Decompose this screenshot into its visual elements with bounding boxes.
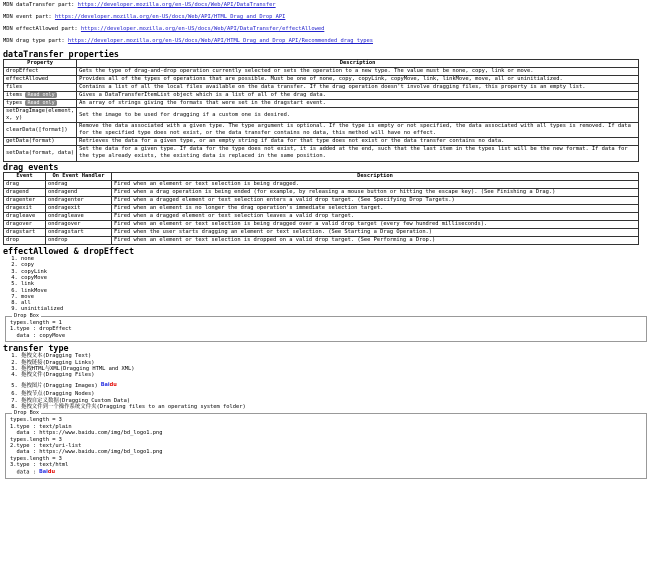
drop-line-text: types.length = 3 <box>10 417 62 424</box>
property-cell <box>4 123 77 138</box>
mdn-link-line <box>3 14 647 21</box>
handler-cell: ondrop <box>46 236 112 244</box>
mdn-dragtype-link[interactable]: https://developer.mozilla.org/en-US/docs/Web/API/HTML_Drag_and_Drop_API/Recommended_drag_types <box>67 38 373 45</box>
property-cell <box>4 100 77 108</box>
transfer-heading: transfer type <box>3 343 69 353</box>
handler-cell: ondragend <box>46 188 112 196</box>
effect-item: 9. uninitialized <box>21 306 647 312</box>
description-cell: Fired when an element or text selection is being dragged over a valid drop target (every few hundred milliseconds). <box>112 220 639 228</box>
description-cell: Fired when an element or text selection is being dragged. <box>112 180 639 188</box>
table-header-row <box>4 172 639 180</box>
property-cell <box>4 146 77 161</box>
description-cell: Provides all of the types of operations that are possible. Must be one of none, copy, copyLink, copyMove, link, linkMove, move, all or uninitialized. <box>77 76 639 84</box>
handler-cell: ondragover <box>46 220 112 228</box>
effect-item: 2. copy <box>21 262 647 268</box>
drop-line-text: 1.type : text/plain <box>10 423 72 430</box>
transfer-item-label: 拖拽图片(Dragging Images) <box>21 383 98 390</box>
property-name: effectAllowed <box>6 76 49 83</box>
column-header: Property <box>4 60 77 68</box>
link-label: MDN event part: <box>3 14 52 21</box>
effect-item: 8. all <box>21 300 647 306</box>
property-name: files <box>6 84 23 91</box>
effect-heading: effectAllowed & dropEffect <box>3 245 135 256</box>
description-cell: Gets the type of drag-and-drop operation currently selected or sets the operation to a new type. The value must be none, copy, link or move. <box>77 68 639 76</box>
property-name: setData(format, data) <box>6 149 75 156</box>
transfer-item-label: 拖拽自定义数据(Dragging Custom Data) <box>21 397 131 404</box>
property-name: clearData([format]) <box>6 126 68 133</box>
drop-line-text: data : https://www.baidu.com/img/bd_logo1.png <box>10 449 163 456</box>
link-label: MDN drag type part: <box>3 38 65 45</box>
logo-text: Bai <box>100 382 110 389</box>
table-row <box>4 68 639 76</box>
description-cell: Fired when a dragged element or text selection enters a valid drop target. (See Specifying Drop Targets.) <box>112 196 639 204</box>
description-cell: Fired when a dragged element or text selection leaves a valid drop target. <box>112 212 639 220</box>
effect-item: 6. linkMove <box>21 288 647 294</box>
column-header: Description <box>77 60 639 68</box>
property-name: items <box>6 92 23 99</box>
event-cell: dragover <box>4 220 46 228</box>
handler-cell: ondragenter <box>46 196 112 204</box>
handler-cell: ondragstart <box>46 228 112 236</box>
mdn-link-line <box>3 38 647 45</box>
datatransfer-table <box>3 59 639 161</box>
drop-line-text: types.length = 3 <box>10 455 62 462</box>
property-name: setDragImage(element, x, y) <box>6 108 75 122</box>
effect-item: 5. link <box>21 281 647 287</box>
event-cell: dragend <box>4 188 46 196</box>
table-row <box>4 188 639 196</box>
table-row <box>4 100 639 108</box>
table-row <box>4 220 639 228</box>
description-cell: Contains a list of all the local files available on the data transfer. If the drag operation doesn't involve dragging files, this property is an empty list. <box>77 84 639 92</box>
mdn-link-line <box>3 26 647 33</box>
description-cell: Set the image to be used for dragging if a custom one is desired. <box>77 108 639 123</box>
table-header-row <box>4 60 639 68</box>
transfer-drop-box[interactable] <box>5 410 647 478</box>
transfer-item[interactable] <box>21 404 647 410</box>
property-name: dropEffect <box>6 68 39 75</box>
table-row <box>4 84 639 92</box>
table-row <box>4 204 639 212</box>
table-row <box>4 108 639 123</box>
logo-text: Bai <box>38 468 48 475</box>
drop-line-text: types.length = 3 <box>10 436 62 443</box>
logo-text: du <box>47 468 56 475</box>
datatransfer-table-body <box>4 68 639 161</box>
event-cell: dragleave <box>4 212 46 220</box>
transfer-item-label: 拖拽节点(Dragging Nodes) <box>21 391 95 398</box>
table-row <box>4 92 639 100</box>
drop-line-text: 3.type : text/html <box>10 462 69 469</box>
property-cell <box>4 84 77 92</box>
baidu-logo-image[interactable] <box>39 469 55 475</box>
table-row <box>4 123 639 138</box>
property-cell <box>4 76 77 84</box>
description-cell: Fired when a drag operation is being ended (for example, by releasing a mouse button or hitting the escape key). (See Finishing a Drag.) <box>112 188 639 196</box>
drop-box-content <box>10 318 642 339</box>
logo-text: du <box>109 382 117 389</box>
description-cell: An array of strings giving the formats that were set in the dragstart event. <box>77 100 639 108</box>
drag-events-heading: drag events <box>3 161 59 172</box>
baidu-logo-image[interactable] <box>101 381 117 390</box>
event-cell: drop <box>4 236 46 244</box>
effect-item: 1. none <box>21 256 647 262</box>
column-header: On Event Handler <box>46 172 112 180</box>
property-name: getData(format) <box>6 138 55 145</box>
property-name: types <box>6 100 23 107</box>
drop-line: types.length = 1 <box>10 319 62 326</box>
drop-box-legend: Drop Box <box>14 312 39 319</box>
mdn-datatransfer-link[interactable]: https://developer.mozilla.org/en-US/docs/Web/API/DataTransfer <box>77 2 276 8</box>
property-cell <box>4 108 77 123</box>
description-cell: Fired when the user starts dragging an element or text selection. (See Starting a Drag Operation.) <box>112 228 639 236</box>
drop-line-text: data : <box>10 469 36 476</box>
table-row <box>4 212 639 220</box>
drop-line: 1.type : dropEffect <box>10 326 72 333</box>
link-label: MDN effectAllowed part: <box>3 26 78 33</box>
column-header: Description <box>112 172 639 180</box>
mdn-link-line <box>3 2 647 9</box>
effect-drop-box[interactable] <box>5 312 647 342</box>
table-row <box>4 138 639 146</box>
effect-item: 3. copyLink <box>21 269 647 275</box>
property-cell <box>4 92 77 100</box>
event-cell: drag <box>4 180 46 188</box>
handler-cell: ondragleave <box>46 212 112 220</box>
drop-box-legend: Drop Box <box>14 410 39 417</box>
event-cell: dragexit <box>4 204 46 212</box>
table-row <box>4 228 639 236</box>
transfer-item-label: 拖拽文本(Dragging Text) <box>21 353 92 360</box>
transfer-item[interactable] <box>21 372 647 378</box>
property-cell <box>4 68 77 76</box>
effect-item: 7. move <box>21 294 647 300</box>
description-cell: Retrieves the data for a given type, or an empty string if data for that type does not exist or the data transfer contains no data. <box>77 138 639 146</box>
description-cell: Remove the data associated with a given type. The type argument is optional. If the type is empty or not specified, the data associated with all types is removed. If data for the specified type does not exist, or the data transfer contains no data, this method will have no effect. <box>77 123 639 138</box>
effect-list <box>3 256 647 313</box>
property-cell <box>4 138 77 146</box>
datatransfer-heading: dataTransfer properties <box>3 49 119 60</box>
event-cell: dragstart <box>4 228 46 236</box>
handler-cell: ondrag <box>46 180 112 188</box>
column-header: Event <box>4 172 46 180</box>
transfer-list <box>3 353 647 410</box>
transfer-item-label: 拖拽文件(Dragging Files) <box>21 372 95 379</box>
description-cell: Set the data for a given type. If data for the type does not exist, it is added at the end, such that the last item in the types list will be the new format. If data for the type already exists, the existing data is replaced in the same position. <box>77 146 639 161</box>
drag-events-table <box>3 172 639 245</box>
drop-line-text: 2.type : text/uri-list <box>10 442 82 449</box>
mdn-event-link[interactable]: https://developer.mozilla.org/en-US/docs/Web/API/HTML_Drag_and_Drop_API <box>54 14 286 21</box>
transfer-item[interactable] <box>21 381 647 391</box>
drop-line: data : copyMove <box>10 332 66 339</box>
drop-box-content <box>10 415 642 475</box>
description-cell: Fired when an element is no longer the drag operation's immediate selection target. <box>112 204 639 212</box>
event-cell: dragenter <box>4 196 46 204</box>
description-cell: Fired when an element or text selection is dropped on a valid drop target. (See Performing a Drop.) <box>112 236 639 244</box>
drag-events-table-body <box>4 180 639 244</box>
table-row <box>4 196 639 204</box>
table-row <box>4 180 639 188</box>
drop-line-text: data : https://www.baidu.com/img/bd_logo1.png <box>10 430 163 437</box>
read-only-badge: Read only <box>27 100 55 107</box>
description-cell: Gives a DataTransferItemList object which is a list of all of the drag data. <box>77 92 639 100</box>
link-label: MDN dataTransfer part: <box>3 2 75 8</box>
table-row <box>4 146 639 161</box>
mdn-effectallowed-link[interactable]: https://developer.mozilla.org/en-US/docs/Web/API/DataTransfer/effectAllowed <box>80 26 325 33</box>
read-only-badge: Read only <box>27 92 55 99</box>
transfer-item-label: 拖拽HTML与XML(Dragging HTML and XML) <box>21 365 135 372</box>
effect-item: 4. copyMove <box>21 275 647 281</box>
table-row <box>4 236 639 244</box>
drop-line <box>10 469 642 476</box>
handler-cell: ondragexit <box>46 204 112 212</box>
transfer-item-label: 拖拽文件到一个操作系统文件夹(Dragging files to an operating system folder) <box>21 404 246 411</box>
table-row <box>4 76 639 84</box>
transfer-item-label: 拖拽链接(Dragging Links) <box>21 359 95 366</box>
mdn-links <box>3 2 647 45</box>
